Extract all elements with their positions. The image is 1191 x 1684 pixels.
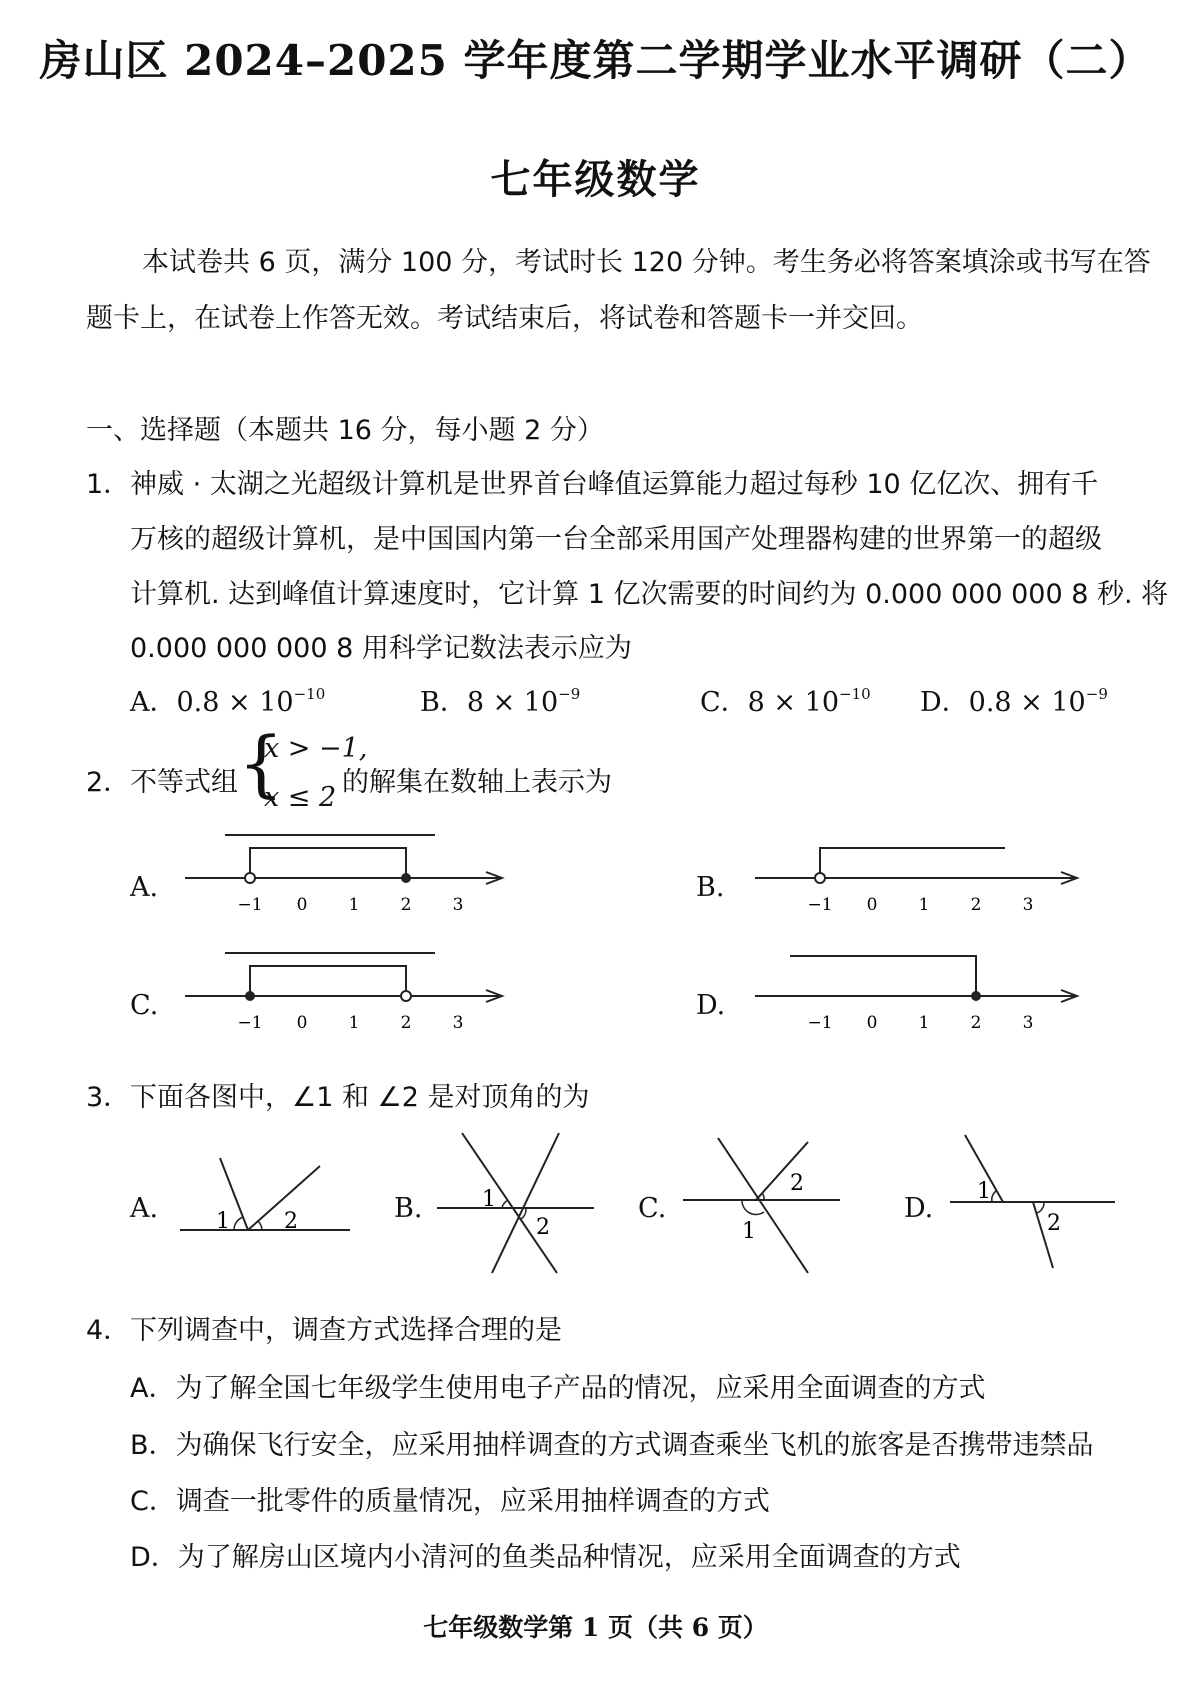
angle-label: 1: [977, 1179, 991, 1204]
q4-number: 4．: [86, 1315, 131, 1346]
q3-option-a-letter: A.: [130, 1193, 159, 1224]
number-line-d: [750, 948, 1090, 1048]
q1-option-a: [130, 680, 325, 719]
number-line-c: [180, 948, 520, 1048]
instructions-line-2: 题卡上，在试卷上作答无效。考试结束后，将试卷和答题卡一并交回。: [86, 303, 923, 334]
angle-figure-c: [678, 1128, 858, 1278]
exam-title: 房山区 2024–2025 学年度第二学期学业水平调研（二）: [39, 36, 1152, 85]
option-exponent: −10: [293, 685, 326, 703]
q1-option-b: [420, 680, 580, 719]
q2-prefix: 不等式组: [130, 767, 238, 798]
instructions-line-1: 本试卷共 6 页，满分 100 分，考试时长 120 分钟。考生务必将答案填涂或书写在答: [142, 247, 1151, 278]
number-line-b: [750, 830, 1090, 930]
q1-line: 计算机. 达到峰值计算速度时，它计算 1 亿次需要的时间约为 0.000 000 000 8 秒. 将: [130, 579, 1169, 610]
option-exponent: −9: [1085, 685, 1108, 703]
angle-label: 1: [482, 1187, 496, 1212]
option-base: 0.8 × 10: [176, 687, 294, 718]
tick-label: 2: [970, 1013, 982, 1033]
q4-option-b: [130, 1423, 1094, 1462]
inequality-1: x > −1,: [264, 733, 368, 764]
tick-label: 1: [918, 895, 930, 915]
tick-label: 3: [1022, 895, 1034, 915]
angle-figure-d: [945, 1130, 1125, 1280]
tick-label: 1: [918, 1013, 930, 1033]
subject-title: 七年级数学: [490, 156, 701, 203]
q4-option-a: [130, 1366, 985, 1405]
q3-option-d-letter: D.: [904, 1193, 934, 1224]
q1-option-c: [700, 680, 871, 719]
page-footer: 七年级数学第 1 页（共 6 页）: [423, 1613, 768, 1642]
tick-label: 1: [348, 895, 360, 915]
tick-label: −1: [237, 895, 263, 915]
option-text: 调查一批零件的质量情况，应采用抽样调查的方式: [175, 1486, 770, 1517]
option-letter: B．: [130, 1430, 176, 1461]
angle-label: 2: [790, 1171, 804, 1196]
option-base: 8 × 10: [747, 687, 839, 718]
tick-label: −1: [237, 1013, 263, 1033]
tick-label: 2: [970, 895, 982, 915]
q2-option-c-letter: C.: [130, 990, 159, 1021]
tick-label: −1: [807, 895, 833, 915]
option-letter: C．: [130, 1486, 176, 1517]
angle-label: 1: [742, 1219, 756, 1244]
number-line-a: [180, 830, 520, 930]
tick-label: 3: [452, 1013, 464, 1033]
option-exponent: −10: [839, 685, 871, 703]
q2-number: 2．: [86, 767, 131, 798]
q1-line: 神威 · 太湖之光超级计算机是世界首台峰值运算能力超过每秒 10 亿亿次、拥有千: [130, 469, 1099, 500]
angle-figure-a: [170, 1150, 370, 1270]
option-text: 为了解全国七年级学生使用电子产品的情况，应采用全面调查的方式: [175, 1373, 986, 1404]
q4-text: 下列调查中，调查方式选择合理的是: [130, 1315, 562, 1346]
q4-option-d: [130, 1535, 961, 1574]
system-brace: {: [238, 721, 284, 805]
q2-option-d-letter: D.: [696, 990, 726, 1021]
angle-label: 2: [284, 1209, 298, 1234]
q2-option-a-letter: A.: [130, 872, 159, 903]
q2-option-b-letter: B.: [696, 872, 725, 903]
option-letter: D．: [130, 1542, 178, 1573]
q3-option-c-letter: C.: [638, 1193, 667, 1224]
option-letter: A．: [130, 687, 177, 718]
tick-label: 3: [452, 895, 464, 915]
angle-label: 1: [216, 1209, 230, 1234]
option-exponent: −9: [558, 685, 581, 703]
option-letter: A．: [130, 1373, 176, 1404]
q3-text: 下面各图中，∠1 和 ∠2 是对顶角的为: [130, 1082, 590, 1113]
option-base: 0.8 × 10: [968, 687, 1086, 718]
tick-label: 2: [400, 895, 412, 915]
tick-label: 0: [296, 1013, 308, 1033]
inequality-2: x ≤ 2: [264, 782, 337, 813]
q3-number: 3．: [86, 1082, 131, 1113]
tick-label: 3: [1022, 1013, 1034, 1033]
q1-option-d: [920, 680, 1108, 719]
tick-label: 0: [866, 1013, 878, 1033]
section-heading: 一、选择题（本题共 16 分，每小题 2 分）: [86, 415, 604, 446]
angle-label: 2: [536, 1215, 550, 1240]
q1-line: 万核的超级计算机，是中国国内第一台全部采用国产处理器构建的世界第一的超级: [130, 524, 1102, 555]
angle-label: 2: [1047, 1211, 1061, 1236]
option-letter: C．: [700, 687, 748, 718]
angle-figure-b: [432, 1128, 612, 1278]
q1-line: 0.000 000 000 8 用科学记数法表示应为: [130, 633, 632, 664]
q1-number: 1．: [86, 469, 131, 500]
tick-label: 2: [400, 1013, 412, 1033]
tick-label: −1: [807, 1013, 833, 1033]
option-base: 8 × 10: [466, 687, 559, 718]
tick-label: 0: [296, 895, 308, 915]
option-text: 为确保飞行安全，应采用抽样调查的方式调查乘坐飞机的旅客是否携带违禁品: [175, 1430, 1094, 1461]
q4-option-c: [130, 1479, 770, 1518]
tick-label: 1: [348, 1013, 360, 1033]
tick-label: 0: [866, 895, 878, 915]
q3-option-b-letter: B.: [394, 1193, 423, 1224]
option-letter: B．: [420, 687, 467, 718]
q2-suffix: 的解集在数轴上表示为: [342, 767, 612, 798]
option-text: 为了解房山区境内小清河的鱼类品种情况，应采用全面调查的方式: [177, 1542, 961, 1573]
option-letter: D．: [920, 687, 969, 718]
